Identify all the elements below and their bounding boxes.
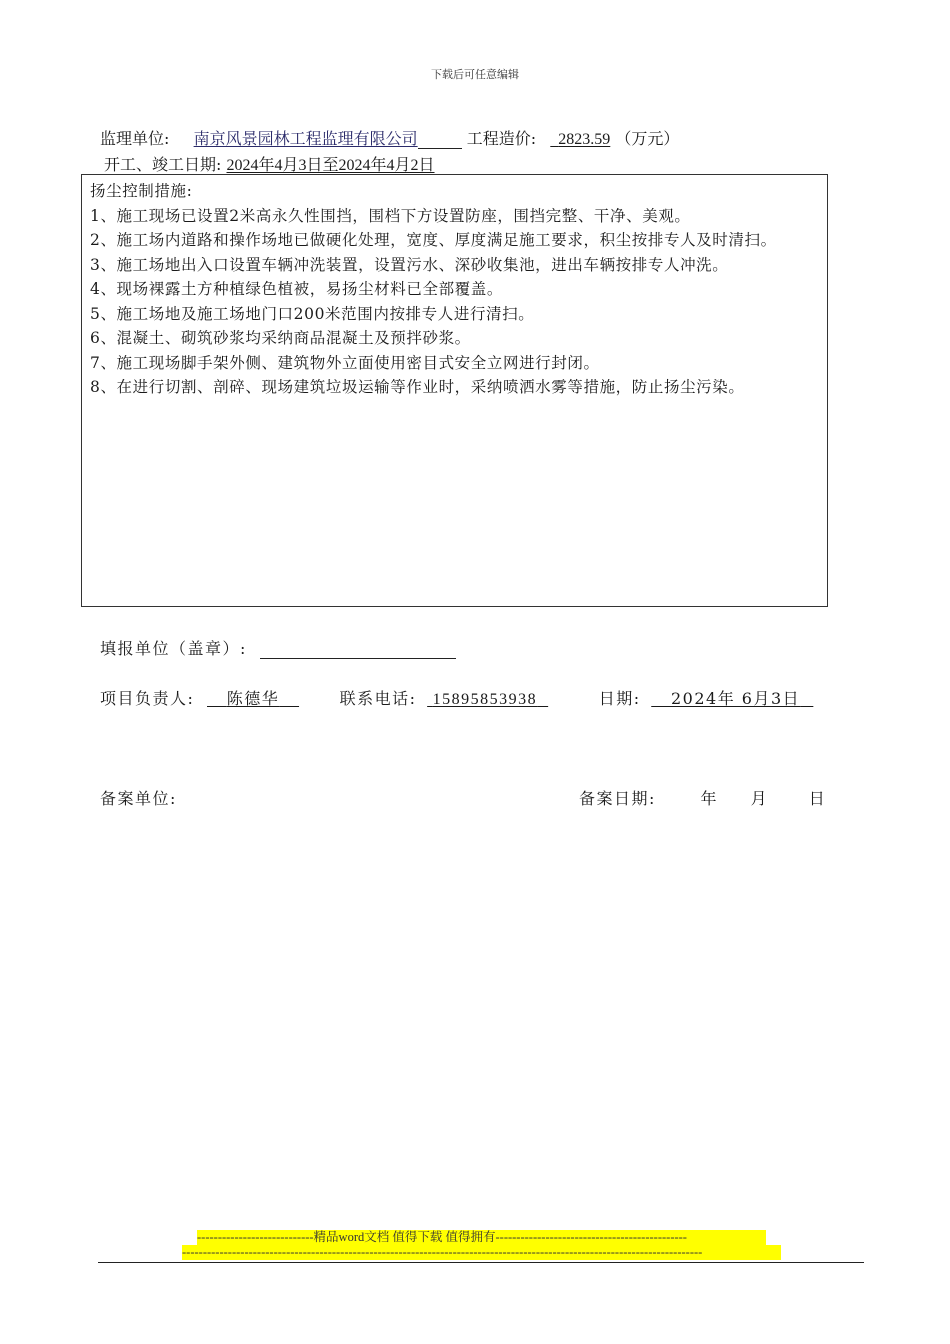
measure-item-4: 4、现场裸露土方种植绿色植被，易扬尘材料已全部覆盖。 bbox=[90, 280, 503, 298]
measure-item-3: 3、施工场地出入口设置车辆冲洗装置，设置污水、深砂收集池，进出车辆按排专人冲洗。 bbox=[90, 255, 729, 274]
measure-item-8: 8、在进行切割、剖碎、现场建筑垃圾运输等作业时，采纳喷洒水雾等措施，防止扬尘污染。 bbox=[90, 378, 745, 396]
record-month: 月 bbox=[750, 789, 769, 808]
header-note: 下载后可任意编辑 bbox=[431, 68, 519, 81]
record-unit-label: 备案单位: bbox=[100, 789, 177, 808]
contact-row bbox=[100, 686, 813, 709]
filing-unit-signature-line bbox=[260, 642, 456, 659]
record-day: 日 bbox=[808, 789, 827, 808]
record-year: 年 bbox=[700, 789, 719, 808]
filing-unit-row bbox=[100, 636, 456, 659]
footer-banner-line2: ----------------------------------------------------------------------------------------------------------------------------- bbox=[182, 1245, 781, 1260]
date-label: 日期: bbox=[598, 689, 641, 708]
manager-label: 项目负责人: bbox=[100, 689, 195, 708]
cost-value: 2823.59 bbox=[558, 131, 611, 148]
measure-item-6: 6、混凝土、砌筑砂浆均采纳商品混凝土及预拌砂浆。 bbox=[90, 329, 471, 347]
record-date-row bbox=[579, 786, 826, 809]
phone-label: 联系电话: bbox=[339, 689, 417, 708]
schedule-row bbox=[104, 152, 435, 175]
dust-control-box bbox=[81, 174, 828, 607]
footer-rule bbox=[98, 1262, 864, 1263]
measure-item-2: 2、施工场内道路和操作场地已做硬化处理，宽度、厚度满足施工要求，积尘按排专人及时清扫。 bbox=[90, 231, 777, 249]
phone-value: 15895853938 bbox=[432, 691, 538, 708]
supervision-unit: 南京风景园林工程监理有限公司 bbox=[193, 129, 418, 148]
record-date-label: 备案日期: bbox=[579, 789, 656, 808]
measures-title: 扬尘控制措施: bbox=[90, 182, 193, 200]
supervision-row bbox=[100, 126, 679, 149]
measure-item-1: 1、施工现场已设置2米高永久性围挡，围档下方设置防座，围挡完整、干净、美观。 bbox=[90, 206, 691, 225]
schedule-value: 2024年4月3日至2024年4月2日 bbox=[226, 157, 435, 174]
supervision-underline bbox=[418, 134, 462, 149]
cost-unit: （万元） bbox=[615, 129, 680, 148]
supervision-label: 监理单位: bbox=[100, 129, 170, 148]
measure-item-5: 5、施工场地及施工场地门口200米范围内按排专人进行清扫。 bbox=[90, 304, 535, 323]
schedule-label: 开工、竣工日期: bbox=[104, 155, 222, 174]
date-value: 2024年 6月3日 bbox=[671, 689, 801, 708]
manager-value: 陈德华 bbox=[226, 689, 280, 708]
filing-unit-label: 填报单位（盖章）: bbox=[100, 639, 247, 658]
footer-banner-line1: ----------------------------精品word文档 值得下载 值得拥有---------------------------------------------- bbox=[197, 1230, 766, 1245]
cost-label: 工程造价: bbox=[466, 129, 537, 148]
measure-item-7: 7、施工现场脚手架外侧、建筑物外立面使用密目式安全立网进行封闭。 bbox=[90, 353, 600, 372]
